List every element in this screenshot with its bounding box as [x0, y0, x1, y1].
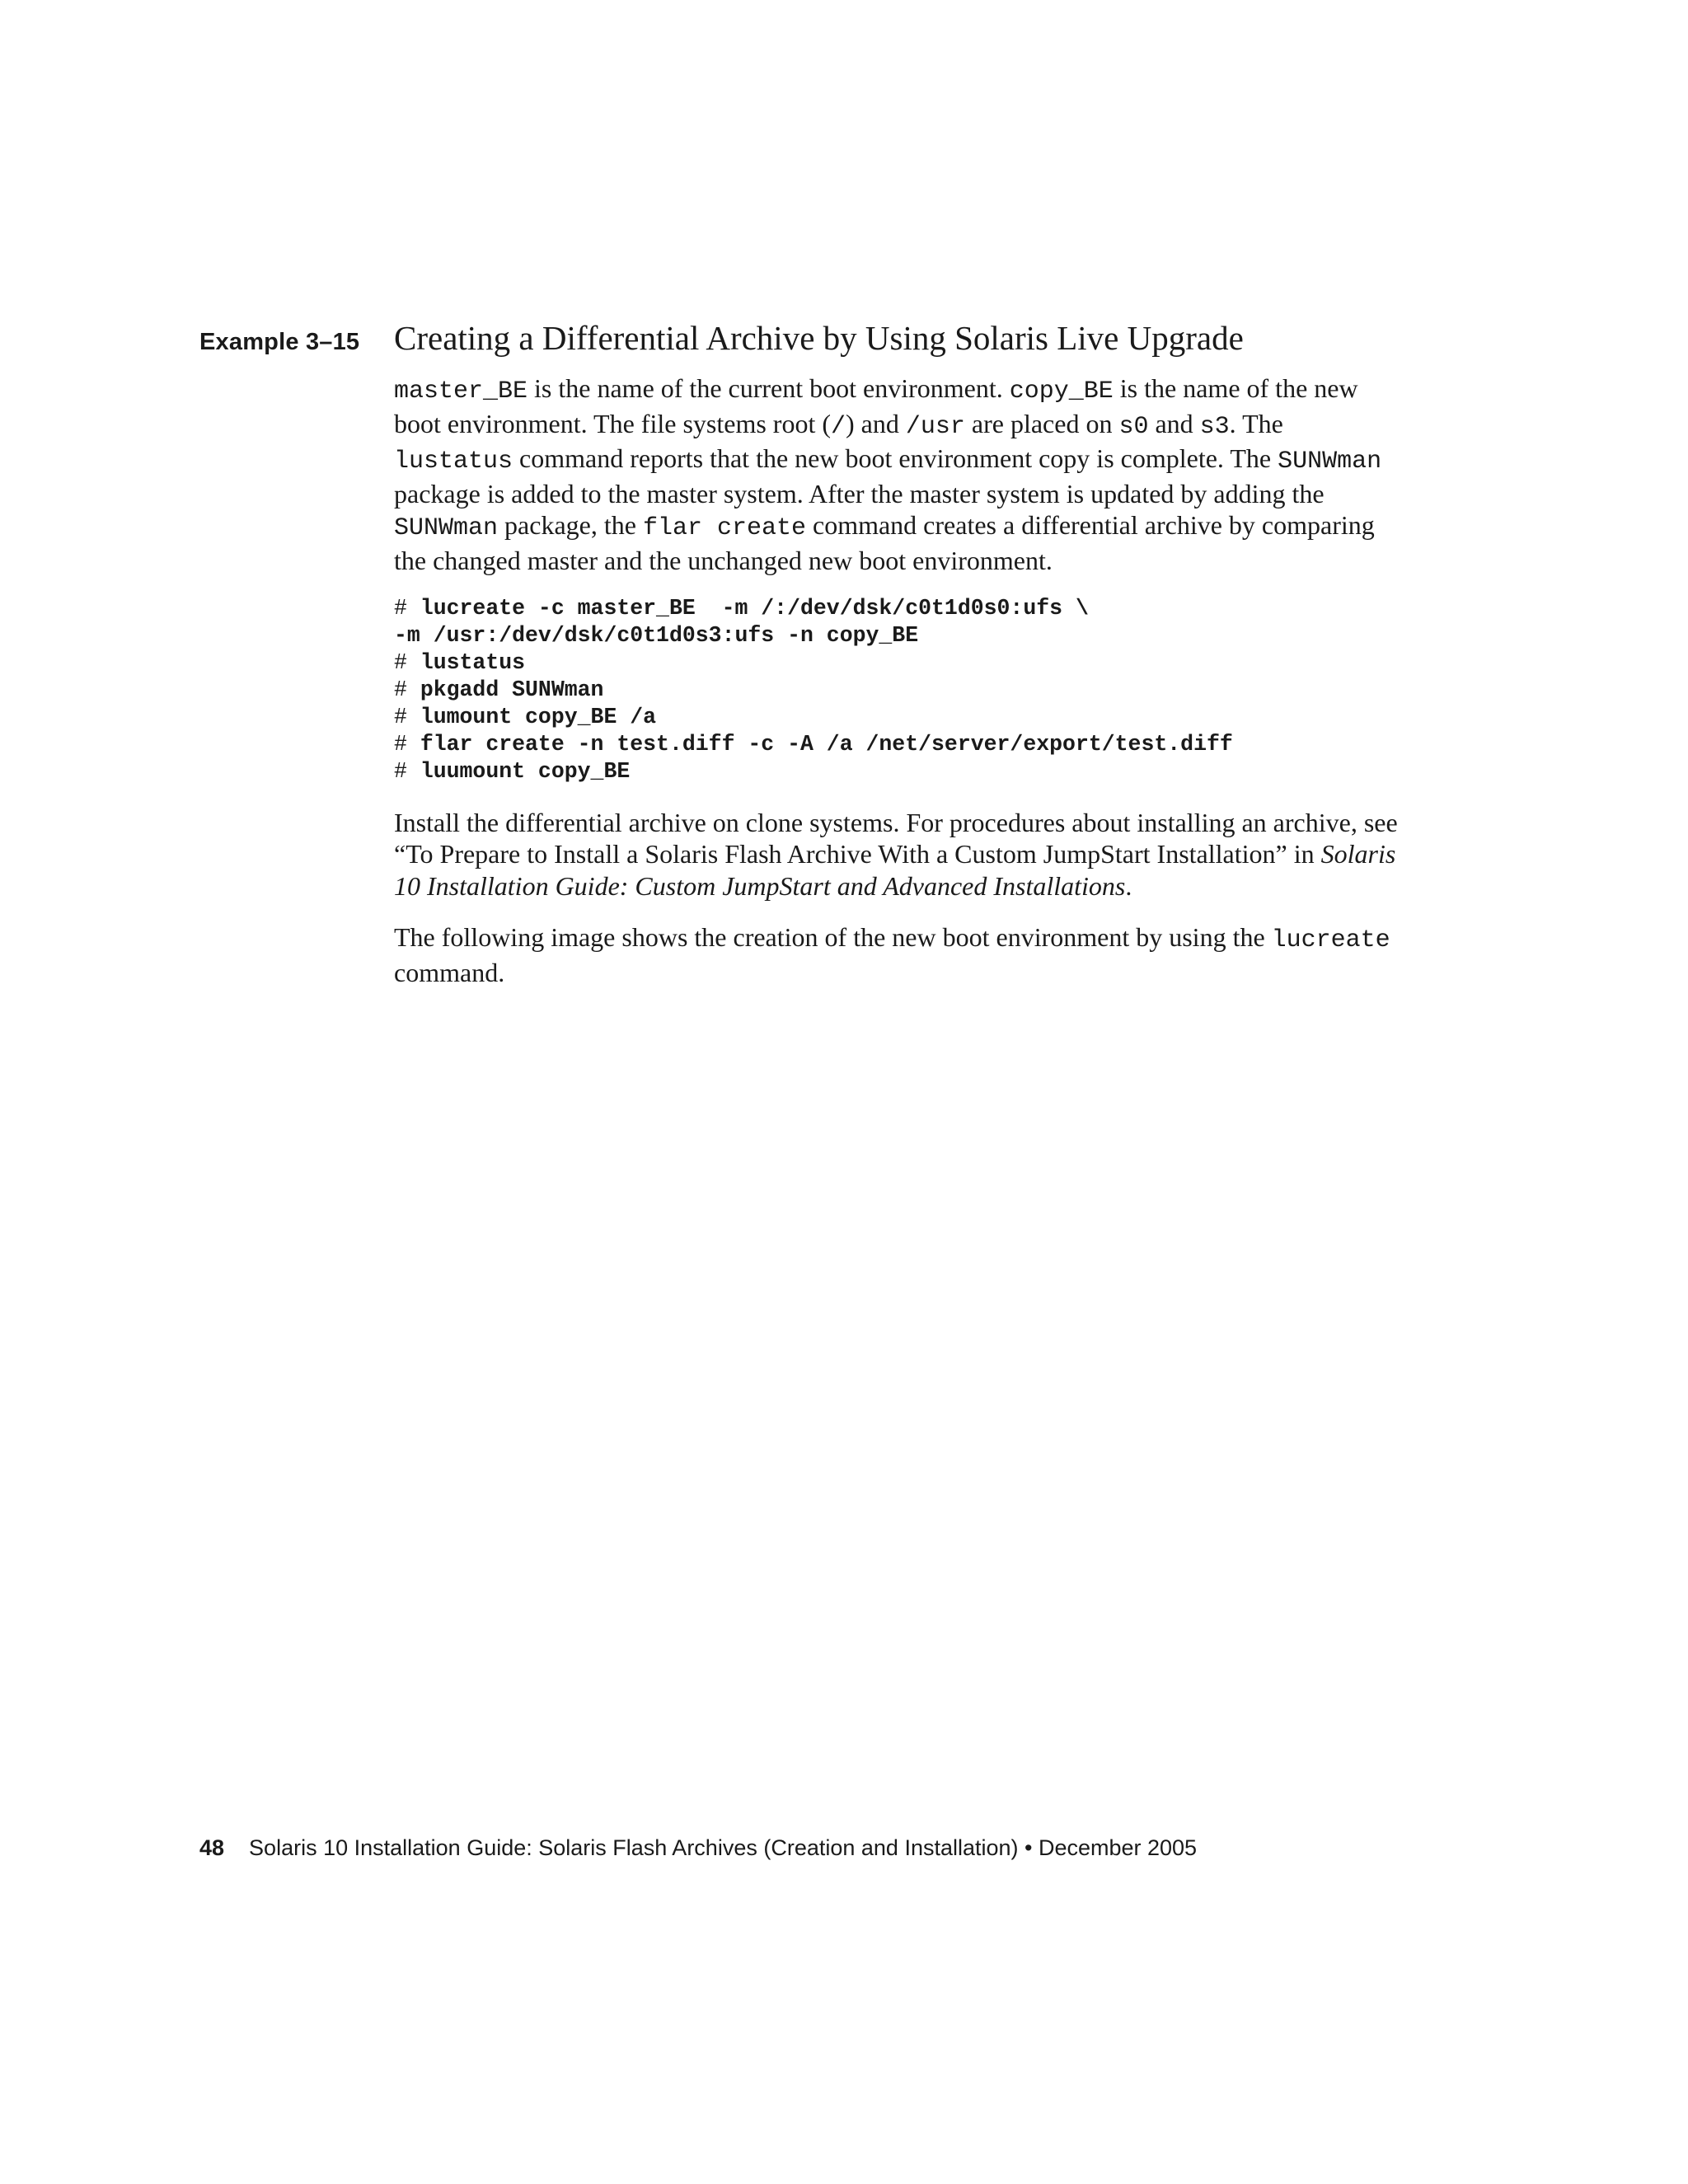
code-line	[394, 595, 1408, 622]
footer-text: Solaris 10 Installation Guide: Solaris Flash Archives (Creation and Installation) • December 2005	[249, 1835, 1198, 1860]
example-content	[394, 373, 1408, 989]
shell-prompt: #	[394, 677, 420, 702]
text-run: The following image shows the creation of the new boot environment by using the	[394, 922, 1272, 953]
inline-code: flar create	[642, 514, 806, 543]
code-line	[394, 649, 1408, 677]
shell-command: lucreate -c master_BE -m /:/dev/dsk/c0t1d0s0:ufs \	[420, 595, 1089, 621]
text-run: command creates a differential archive by comparing the changed master and the unchanged new boot environment.	[394, 510, 1375, 575]
inline-code: lustatus	[394, 448, 513, 476]
inline-code: copy_BE	[1009, 377, 1114, 405]
code-line	[394, 758, 1408, 785]
inline-code: master_BE	[394, 377, 528, 405]
inline-code: /usr	[905, 412, 965, 441]
shell-command: pkgadd SUNWman	[420, 677, 604, 702]
book-title: Solaris 10 Installation Guide: Custom JumpStart and Advanced Installations	[394, 839, 1396, 901]
image-intro-paragraph	[394, 921, 1408, 988]
code-line	[394, 622, 1408, 649]
text-run: are placed on	[964, 408, 1119, 438]
inline-code: /	[830, 412, 846, 441]
shell-command: luumount copy_BE	[420, 758, 631, 784]
text-run: is the name of the new boot environment. The file systems root (	[394, 373, 1358, 438]
text-run: .	[1125, 870, 1132, 901]
shell-prompt: #	[394, 704, 420, 729]
text-run: command reports that the new boot environment copy is complete. The	[513, 443, 1278, 474]
inline-code: lucreate	[1271, 926, 1390, 955]
text-run: package, the	[498, 510, 643, 541]
shell-prompt: #	[394, 758, 420, 784]
text-run: Install the differential archive on clone systems. For procedures about installing an archive, see “To Prepare to Install a Solaris Flash Archive With a Custom JumpStart Installation” in	[394, 807, 1398, 869]
inline-code: s0	[1118, 412, 1149, 441]
inline-code: SUNWman	[394, 514, 499, 543]
shell-command: -m /usr:/dev/dsk/c0t1d0s3:ufs -n copy_BE	[394, 622, 919, 648]
text-run: is the name of the current boot environment.	[528, 373, 1010, 403]
shell-prompt: #	[394, 595, 420, 621]
text-run: and	[1148, 408, 1200, 438]
text-run: . The	[1229, 408, 1283, 438]
code-line	[394, 704, 1408, 731]
text-run: package is added to the master system. After the master system is updated by adding the	[394, 478, 1325, 509]
page-footer	[199, 1835, 1197, 1861]
inline-code: SUNWman	[1278, 448, 1382, 476]
example-label: Example 3–15	[199, 329, 360, 355]
page-number: 48	[199, 1835, 225, 1860]
intro-paragraph	[394, 373, 1408, 577]
shell-prompt: #	[394, 649, 420, 675]
example-title: Creating a Differential Archive by Using Solaris Live Upgrade	[394, 319, 1244, 357]
shell-prompt: #	[394, 731, 420, 757]
code-block	[394, 595, 1408, 785]
shell-command: flar create -n test.diff -c -A /a /net/server/export/test.diff	[420, 731, 1233, 757]
shell-command: lustatus	[420, 649, 526, 675]
code-line	[394, 731, 1408, 758]
inline-code: s3	[1199, 412, 1230, 441]
text-run: ) and	[846, 408, 906, 438]
shell-command: lumount copy_BE /a	[420, 704, 657, 729]
code-line	[394, 677, 1408, 704]
install-paragraph	[394, 807, 1408, 902]
text-run: command.	[394, 957, 505, 987]
